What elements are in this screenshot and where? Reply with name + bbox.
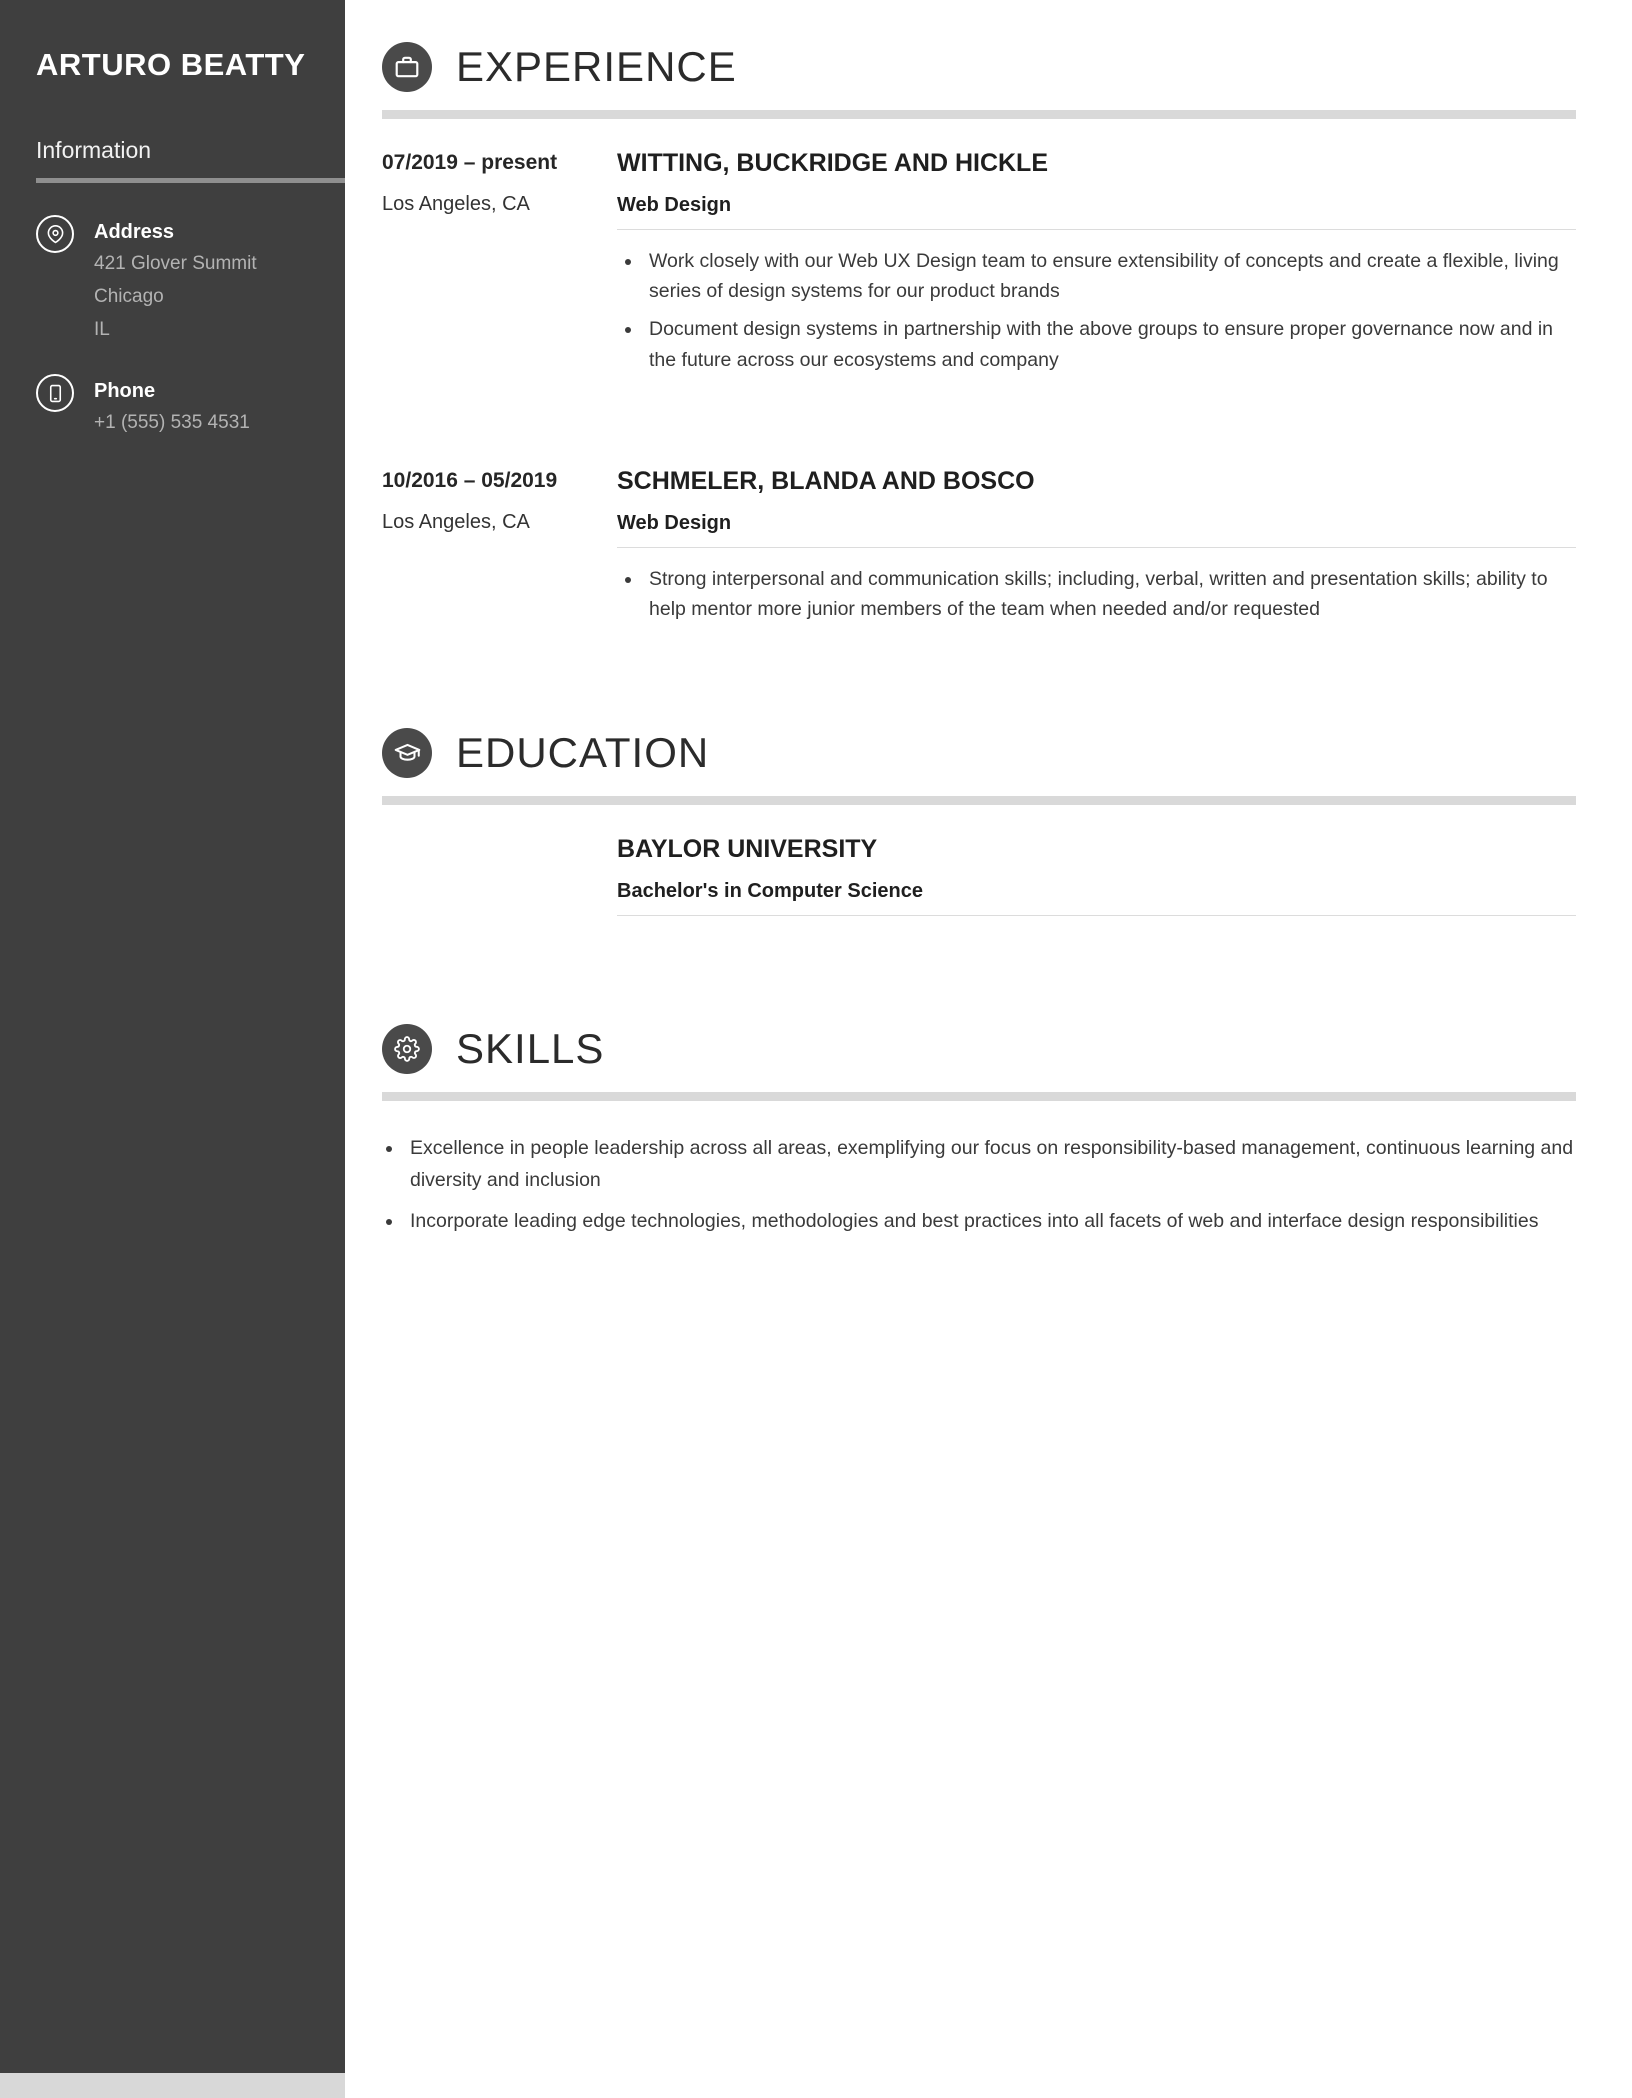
phone-number: +1 (555) 535 4531 <box>94 412 250 434</box>
skills-underline <box>382 1092 1576 1101</box>
bullet-item: • Strong interpersonal and communication skills; including, verbal, written and presentation skills; ability to help mentor more junior members of the team when needed and/or requested <box>643 564 1576 624</box>
experience-underline <box>382 110 1576 119</box>
entry-bullets <box>617 564 1576 624</box>
experience-section <box>382 42 1576 624</box>
education-header <box>382 728 1576 778</box>
bullet-item: • Work closely with our Web UX Design team to ensure extensibility of concepts and create a flexible, living series of design systems for our product brands <box>643 246 1576 306</box>
entry-meta <box>382 835 617 932</box>
entry-bullets <box>617 246 1576 375</box>
address-line: 421 Glover Summit <box>94 253 257 275</box>
skills-title: SKILLS <box>456 1025 605 1073</box>
education-underline <box>382 796 1576 805</box>
experience-title: EXPERIENCE <box>456 43 737 90</box>
experience-header <box>382 42 1576 92</box>
education-section <box>382 728 1576 932</box>
address-line: Chicago <box>94 285 164 307</box>
entry-details <box>617 467 1576 624</box>
entry-details <box>617 149 1576 375</box>
resume-body <box>345 0 1632 2098</box>
skill-item: • Excellence in people leadership across all areas, exemplifying our focus on responsibility-based management, continuous learning and diversity and inclusion <box>404 1133 1576 1195</box>
school-name: BAYLOR UNIVERSITY <box>617 835 878 864</box>
address-label: Address <box>94 221 175 244</box>
experience-entry <box>382 467 1576 624</box>
phone-label: Phone <box>94 380 156 403</box>
entry-details <box>617 835 1576 932</box>
information-heading: Information <box>36 137 152 164</box>
entry-meta <box>382 467 617 624</box>
job-role: Web Design <box>617 511 732 534</box>
entry-rule <box>617 229 1576 230</box>
phone-block <box>36 374 309 436</box>
sidebar <box>0 0 345 2098</box>
candidate-name: ARTURO BEATTY <box>36 47 306 82</box>
degree: Bachelor's in Computer Science <box>617 880 923 903</box>
company-name: WITTING, BUCKRIDGE AND HICKLE <box>617 149 1048 177</box>
phone-details <box>94 374 250 436</box>
entry-rule <box>617 915 1576 916</box>
page-bottom-edge <box>0 2073 345 2098</box>
skills-list <box>382 1133 1576 1237</box>
gear-icon <box>382 1024 432 1074</box>
briefcase-icon <box>382 42 432 92</box>
entry-dates: 07/2019 – present <box>382 151 558 174</box>
job-role: Web Design <box>617 194 732 216</box>
skills-section <box>382 1024 1576 1237</box>
education-entry <box>382 835 1576 932</box>
skill-item: • Incorporate leading edge technologies, methodologies and best practices into all facets of web and interface design responsibilities <box>404 1206 1576 1237</box>
company-name: SCHMELER, BLANDA AND BOSCO <box>617 466 1035 495</box>
address-line: IL <box>94 318 110 340</box>
skills-header <box>382 1024 1576 1074</box>
graduation-cap-icon <box>382 728 432 778</box>
experience-entry <box>382 149 1576 375</box>
address-block <box>36 215 309 342</box>
entry-location: Los Angeles, CA <box>382 510 530 533</box>
entry-meta <box>382 149 617 375</box>
phone-icon <box>36 374 74 412</box>
entry-rule <box>617 547 1576 548</box>
entry-location: Los Angeles, CA <box>382 193 530 215</box>
education-title: EDUCATION <box>456 729 710 777</box>
address-details <box>94 215 257 342</box>
entry-dates: 10/2016 – 05/2019 <box>382 468 558 492</box>
location-pin-icon <box>36 215 74 253</box>
bullet-item: • Document design systems in partnership with the above groups to ensure proper governance now and in the future across our ecosystems and company <box>643 314 1576 374</box>
information-divider <box>36 178 345 183</box>
